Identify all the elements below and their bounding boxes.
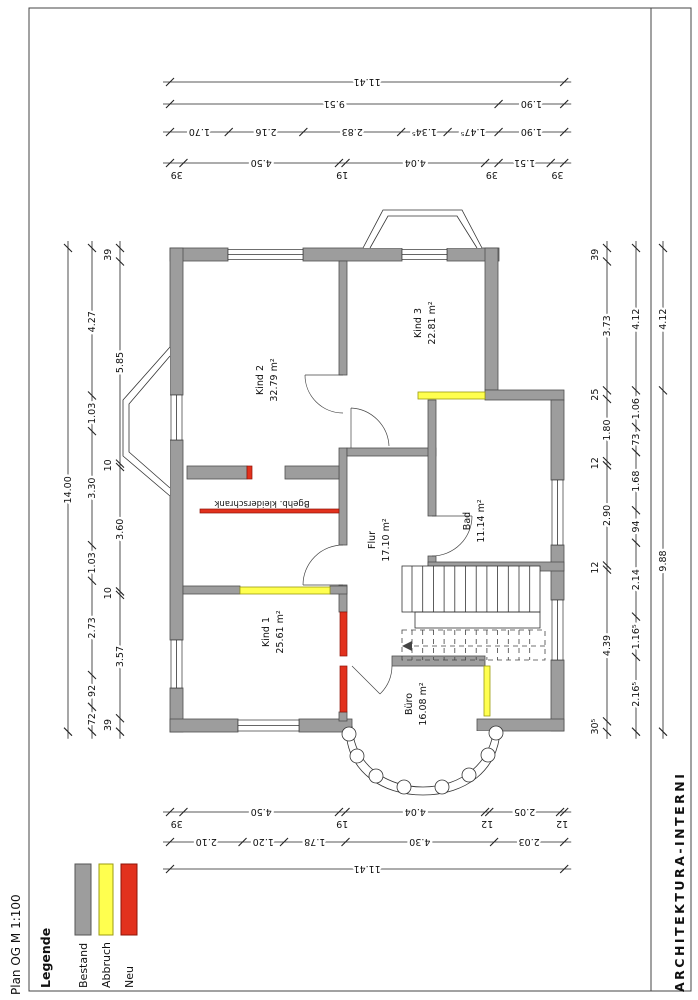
door-kind2 <box>305 375 343 413</box>
plan-geometry <box>415 612 540 628</box>
dim-label: 92 <box>87 684 98 697</box>
dim-label: 12 <box>590 561 601 574</box>
dim-label: 4.39 <box>602 634 613 657</box>
dim-label: 39 <box>103 718 114 732</box>
plan-geometry <box>397 780 411 794</box>
dim-label: 3.30 <box>87 477 98 499</box>
door-buero <box>352 666 392 694</box>
plan-geometry <box>200 509 339 513</box>
room-name: Kind 2 <box>255 365 266 395</box>
plan-geometry <box>340 666 347 712</box>
dim-label: 1.03 <box>87 552 98 574</box>
sheet-border <box>29 8 691 991</box>
plan-geometry <box>303 248 402 261</box>
legend-label-abbruch: Abbruch <box>100 941 113 988</box>
dim-label: 1.03 <box>87 402 98 424</box>
dim-label: 19 <box>336 169 349 180</box>
dim-label: 39 <box>103 248 114 261</box>
dim-label: 1.78 <box>304 836 326 847</box>
dim-label: 12 <box>556 818 569 829</box>
dim-label: 11.41 <box>353 76 381 87</box>
dim-label: 11.41 <box>353 863 381 874</box>
plan-geometry <box>340 612 347 656</box>
dim-label: 4.12 <box>631 308 642 330</box>
plan-geometry <box>350 749 364 763</box>
dim-label: 1.16⁵ <box>631 624 642 650</box>
dim-label: 30⁵ <box>590 718 601 735</box>
dim-label: 1.51 <box>514 157 536 168</box>
dim-label: 1.90 <box>520 126 542 137</box>
dim-label: 10 <box>103 587 114 600</box>
dim-label: 2.83 <box>341 126 363 137</box>
dim-label: 1.70 <box>188 126 210 137</box>
dim-label: 94 <box>631 520 642 533</box>
plan-geometry <box>339 448 347 545</box>
bay-window-top <box>363 210 482 248</box>
dim-label: 2.03 <box>518 836 540 847</box>
room-name: Kind 1 <box>261 617 272 647</box>
dim-label: 19 <box>336 818 349 829</box>
dim-label: 4.50 <box>250 806 272 817</box>
plan-geometry <box>551 545 564 600</box>
dim-label: 73 <box>631 433 642 446</box>
dim-label: 2.16⁵ <box>631 681 642 707</box>
dim-label: 1.06 <box>631 398 642 420</box>
dim-label: 2.16 <box>255 126 277 137</box>
dim-label: 39 <box>551 169 564 180</box>
plan-geometry <box>435 780 449 794</box>
dim-label: 1.20 <box>252 836 274 847</box>
room-label-kind1 <box>261 610 286 653</box>
room-label-bad <box>462 499 487 542</box>
legend-label-neu: Neu <box>123 966 136 988</box>
dim-label: 39 <box>170 818 183 829</box>
dim-label: 1.34⁵ <box>411 126 437 137</box>
plan-geometry <box>428 400 436 516</box>
door-kind3 <box>351 408 389 448</box>
dim-label: 4.30 <box>409 836 431 847</box>
legend-swatch-bestand <box>75 864 91 935</box>
room-label-buero <box>404 682 429 725</box>
dim-label: 5.85 <box>115 351 126 374</box>
room-area: 16.08 m² <box>418 682 429 726</box>
plan-geometry <box>330 586 347 594</box>
sheet-title: Plan OG M 1:100 <box>9 894 23 995</box>
plan-geometry <box>369 769 383 783</box>
plan-geometry <box>240 587 330 594</box>
dim-label: 4.04 <box>404 806 426 817</box>
dim-label: 2.73 <box>87 617 98 639</box>
plan-geometry <box>462 768 476 782</box>
plan-geometry <box>170 719 238 732</box>
dim-label: 9.88 <box>658 550 669 572</box>
dim-label: 10 <box>103 459 114 472</box>
door-kleiderschrank <box>303 545 343 585</box>
plan-geometry <box>347 448 436 456</box>
plan-geometry <box>481 748 495 762</box>
plan-geometry <box>339 712 347 721</box>
room-area: 22.81 m² <box>427 301 438 345</box>
dim-label: 25 <box>590 388 601 401</box>
plan-geometry <box>285 466 339 479</box>
plan-geometry <box>170 440 183 640</box>
dim-label: 12 <box>590 457 601 470</box>
room-label-kleiderschrank: Bgehb. kleiderschrank <box>214 498 310 508</box>
room-name: Büro <box>404 692 415 716</box>
room-area: 17.10 m² <box>381 518 392 562</box>
room-label-flur <box>367 518 392 561</box>
room-area: 11.14 m² <box>476 499 487 543</box>
dim-label: 3.60 <box>115 518 126 540</box>
stairs <box>402 566 545 660</box>
plan-geometry <box>485 390 564 400</box>
dim-label: 2.05 <box>514 806 536 817</box>
dim-label: 2.10 <box>195 836 217 847</box>
dim-label: 1.80 <box>602 419 613 441</box>
room-area: 25.61 m² <box>275 610 286 654</box>
dim-label: 1.47⁵ <box>460 126 486 137</box>
plan-geometry <box>187 466 247 479</box>
plan-geometry <box>339 261 347 375</box>
plan-geometry <box>551 400 564 480</box>
plan-geometry <box>170 248 183 395</box>
plan-geometry <box>247 466 252 479</box>
room-label-kind2 <box>255 358 280 401</box>
dim-label: 72 <box>87 713 98 726</box>
legend-title: Legende <box>38 927 53 988</box>
bow-window <box>342 726 503 795</box>
plan-geometry <box>123 347 170 496</box>
windows <box>171 250 563 732</box>
dim-label: 2.14 <box>631 569 642 591</box>
firm-name: ARCHITEKTURA-INTERNI <box>672 771 687 992</box>
legend-swatch-neu <box>121 864 137 935</box>
room-area: 32.79 m² <box>269 358 280 402</box>
plan-geometry <box>489 726 503 740</box>
plan-geometry <box>402 630 545 660</box>
dim-label: 12 <box>481 818 494 829</box>
walls-abbruch <box>240 392 490 716</box>
room-name: Flur <box>367 530 378 550</box>
dim-label: 39 <box>170 169 183 180</box>
dim-label: 14.00 <box>63 476 74 504</box>
dim-label: 4.27 <box>87 311 98 333</box>
plan-geometry <box>342 727 356 741</box>
dim-label: 9.51 <box>323 98 345 109</box>
plan-geometry <box>484 666 490 716</box>
plan-geometry <box>418 392 485 399</box>
room-name: Kind 3 <box>413 308 424 338</box>
room-label-kind3 <box>413 301 438 344</box>
plan-geometry <box>485 248 498 390</box>
legend-label-bestand: Bestand <box>77 942 90 988</box>
dim-label: 3.57 <box>115 645 126 668</box>
dim-label: 4.04 <box>404 157 426 168</box>
walls-bestand <box>170 248 564 732</box>
dim-label: 1.90 <box>520 98 542 109</box>
dim-label: 2.90 <box>602 504 613 526</box>
dim-label: 39 <box>590 248 601 261</box>
plan-geometry <box>183 586 240 594</box>
stair-direction-arrow <box>402 641 412 651</box>
room-name: Bad <box>462 511 473 531</box>
plan-geometry <box>392 656 485 666</box>
dim-label: 3.73 <box>602 315 613 337</box>
bay-window-left <box>123 347 170 496</box>
legend-swatch-abbruch <box>99 864 113 935</box>
sheet-frame <box>29 8 691 991</box>
legend <box>38 864 137 988</box>
dim-label: 4.50 <box>250 157 272 168</box>
dim-label: 4.12 <box>658 308 669 330</box>
dim-label: 39 <box>485 169 498 180</box>
plan-geometry <box>346 731 500 795</box>
dim-label: 1.68 <box>631 470 642 492</box>
